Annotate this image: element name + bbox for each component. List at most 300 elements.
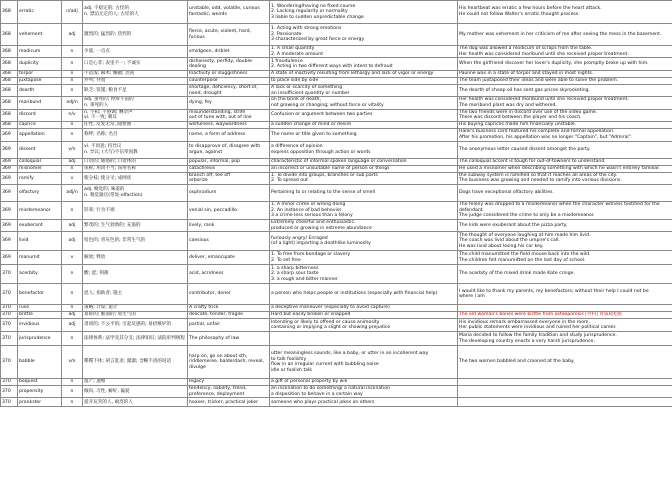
example-sentences-cell bbox=[458, 85, 672, 97]
chinese-meaning: 恩人; 捐助者; 施主 bbox=[84, 291, 123, 297]
part-of-speech-cell bbox=[62, 386, 83, 398]
word: livid bbox=[19, 238, 29, 244]
chinese-meaning: 并列; 并置 bbox=[84, 78, 106, 84]
row-number-cell bbox=[1, 184, 18, 201]
table-row bbox=[1, 312, 672, 319]
word: ruse bbox=[19, 305, 30, 311]
part-of-speech-cell bbox=[62, 109, 83, 121]
definition-cell bbox=[270, 232, 458, 251]
word-cell bbox=[18, 346, 62, 379]
example-sentences-cell bbox=[458, 165, 672, 172]
definition: 1. a sharp bitterness 2. a sharp sour taste 3. a rough and bitter manner bbox=[271, 265, 338, 282]
synonyms-cell bbox=[188, 85, 270, 97]
table-row bbox=[1, 265, 672, 284]
definition-cell bbox=[270, 172, 458, 184]
row-number: 368 bbox=[2, 121, 11, 127]
chinese-meaning-cell bbox=[83, 78, 188, 85]
chinese-meaning: 铅色的; 青灰色的; 非常生气的 bbox=[84, 238, 146, 244]
chinese-meaning-cell bbox=[83, 332, 188, 346]
chinese-meaning-cell bbox=[83, 46, 188, 58]
chinese-meaning-cell bbox=[83, 312, 188, 319]
word-cell bbox=[18, 85, 62, 97]
synonyms-cell bbox=[188, 109, 270, 121]
word-cell bbox=[18, 1, 62, 24]
part-of-speech: n bbox=[70, 131, 74, 137]
definition: The name or title given to something bbox=[271, 131, 357, 137]
synonyms: fierce, acute, violent, hard, furious bbox=[189, 28, 252, 40]
chinese-meaning: 倾向, 习性, 癖好, 偏爱 bbox=[84, 388, 130, 394]
definition: to place side by side bbox=[271, 78, 319, 84]
word-cell bbox=[18, 71, 62, 78]
row-number: 370 bbox=[2, 271, 11, 277]
synonyms: catachresis bbox=[189, 165, 216, 171]
synonyms-cell bbox=[188, 332, 270, 346]
chinese-meaning: 轻罪; 行为不端 bbox=[84, 207, 115, 213]
word: discord bbox=[19, 112, 36, 118]
synonyms: partial, unfair bbox=[189, 322, 221, 328]
word-cell bbox=[18, 172, 62, 184]
table-row bbox=[1, 305, 672, 312]
chinese-meaning: adj. 嗅觉的; 味道的 n. 嗅觉器官(常复-olfaction) bbox=[84, 187, 143, 198]
chinese-meaning-cell bbox=[83, 109, 188, 121]
example-sentences-cell bbox=[458, 219, 672, 231]
chinese-meaning: n. 不和; 不协调; 嘈杂声 vi. 不一致; 刺耳 bbox=[84, 109, 133, 121]
word-cell bbox=[18, 251, 62, 265]
example-sentences-cell bbox=[458, 97, 672, 109]
definition-cell bbox=[270, 265, 458, 284]
word-cell bbox=[18, 232, 62, 251]
example-sentences-cell bbox=[458, 265, 672, 284]
row-number: 369 bbox=[2, 158, 11, 164]
part-of-speech: n bbox=[70, 61, 74, 67]
definition-cell bbox=[270, 398, 458, 407]
definition-cell bbox=[270, 219, 458, 231]
chinese-meaning-cell bbox=[83, 251, 188, 265]
synonyms-cell bbox=[188, 305, 270, 312]
table-row bbox=[1, 109, 672, 121]
row-number: 369 bbox=[2, 190, 11, 196]
part-of-speech-cell bbox=[62, 1, 83, 24]
definition: 1. A small quantity 2. A moderate amount bbox=[271, 46, 323, 57]
table-row bbox=[1, 1, 672, 24]
example-sentences: Dogs have exceptional olfactory abilities. bbox=[459, 190, 554, 196]
definition: 1 fraudulence 2. Acting in two different ways with intent to defraud bbox=[271, 58, 393, 70]
example-sentences-cell bbox=[458, 78, 672, 85]
part-of-speech: n bbox=[70, 379, 74, 385]
row-number-cell bbox=[1, 379, 18, 386]
part-of-speech: v/n bbox=[68, 359, 76, 365]
chinese-meaning: 激烈的; 猛烈的; 热烈的 bbox=[84, 31, 132, 37]
example-sentences-cell bbox=[458, 109, 672, 121]
definition-cell bbox=[270, 379, 458, 386]
example-sentences-cell bbox=[458, 71, 672, 78]
table-row bbox=[1, 386, 672, 398]
word-cell bbox=[18, 305, 62, 312]
chinese-meaning-cell bbox=[83, 265, 188, 284]
word-cell bbox=[18, 265, 62, 284]
synonyms-cell bbox=[188, 24, 270, 46]
definition: a person who helps people or institutions (especially with financial help) bbox=[271, 291, 438, 297]
chinese-meaning: 法律体系; 法学及其分支; 法律知识; 法院审判规程 bbox=[84, 335, 185, 341]
word: modicum bbox=[19, 48, 41, 54]
part-of-speech: adj/n bbox=[66, 100, 78, 106]
chinese-meaning: 任性, 反复无常, 随想曲 bbox=[84, 121, 132, 127]
word-cell bbox=[18, 158, 62, 165]
word: caprice bbox=[19, 121, 36, 127]
part-of-speech: n bbox=[70, 291, 74, 297]
table-row bbox=[1, 172, 672, 184]
synonyms: shortage, deficiency, short of, need, drought bbox=[189, 85, 258, 96]
word-cell bbox=[18, 109, 62, 121]
example-sentences: He used a misnomer when describing something with which he wasn't entirely familiar. bbox=[459, 165, 661, 171]
table-row bbox=[1, 128, 672, 141]
row-number-cell bbox=[1, 24, 18, 46]
example-sentences-cell bbox=[458, 201, 672, 219]
chinese-meaning-cell bbox=[83, 386, 188, 398]
part-of-speech-cell bbox=[62, 284, 83, 305]
row-number: 370 bbox=[2, 291, 11, 297]
table-row bbox=[1, 97, 672, 109]
table-row bbox=[1, 284, 672, 305]
word: dearth bbox=[19, 87, 35, 93]
row-number: 368 bbox=[2, 48, 11, 54]
chinese-meaning: adj. 不稳定的; 古怪的 n. 漂泊无定的人; 古怪的人 bbox=[84, 6, 139, 17]
chinese-meaning: 策略; 计谋; 诡计 bbox=[84, 305, 118, 311]
word: invidious bbox=[19, 322, 40, 328]
part-of-speech: n bbox=[70, 78, 74, 84]
definition: a deceptive maneuver (especially to avoid capture) bbox=[271, 305, 390, 311]
row-number-cell bbox=[1, 332, 18, 346]
row-number: 369 bbox=[2, 222, 11, 228]
word-cell bbox=[18, 312, 62, 319]
row-number: 369 bbox=[2, 238, 11, 244]
table-row bbox=[1, 58, 672, 71]
definition-cell bbox=[270, 251, 458, 265]
word: jurisprudence bbox=[19, 335, 51, 341]
example-sentences-cell bbox=[458, 24, 672, 46]
part-of-speech: adj bbox=[68, 158, 76, 164]
definition-cell bbox=[270, 58, 458, 71]
synonyms: hoaxer, tricker, practical joker bbox=[189, 399, 258, 405]
chinese-meaning-cell bbox=[83, 24, 188, 46]
part-of-speech: adj/n bbox=[66, 190, 78, 196]
part-of-speech-cell bbox=[62, 97, 83, 109]
synonyms-cell bbox=[188, 158, 270, 165]
row-number-cell bbox=[1, 305, 18, 312]
chinese-meaning-cell bbox=[83, 141, 188, 158]
chinese-meaning: 易碎的; 脆弱的; 易生气的 bbox=[84, 312, 136, 318]
chinese-meaning: 繁茂的; 生气勃勃的; 充溢的 bbox=[84, 222, 141, 228]
example-sentences-cell bbox=[458, 305, 672, 312]
word: appellation bbox=[19, 131, 45, 137]
definition-cell bbox=[270, 97, 458, 109]
synonyms: A crafty trick bbox=[189, 305, 219, 311]
row-number: 368 bbox=[2, 87, 11, 93]
part-of-speech-cell bbox=[62, 219, 83, 231]
table-row bbox=[1, 398, 672, 407]
synonyms: to disapprove of, disagree with argue, against bbox=[189, 144, 261, 155]
synonyms-cell bbox=[188, 201, 270, 219]
synonyms-cell bbox=[188, 219, 270, 231]
row-number: 369 bbox=[2, 165, 11, 171]
definition: Intending or likely to offend or cause animosity containing or implying a slight or showing prejudice bbox=[271, 319, 391, 331]
word: colloquial bbox=[19, 158, 41, 164]
chinese-meaning: 缺乏; 饥馑; 粮食不足 bbox=[84, 87, 127, 93]
part-of-speech: n bbox=[70, 335, 74, 341]
table-row bbox=[1, 201, 672, 219]
row-number-cell bbox=[1, 109, 18, 121]
example-sentences-cell bbox=[458, 398, 672, 407]
definition-cell bbox=[270, 184, 458, 201]
synonyms-cell bbox=[188, 184, 270, 201]
part-of-speech: n bbox=[70, 271, 74, 277]
synonyms-cell bbox=[188, 71, 270, 78]
row-number-cell bbox=[1, 158, 18, 165]
word-cell bbox=[18, 128, 62, 141]
row-number-cell bbox=[1, 85, 18, 97]
word: propensity bbox=[19, 388, 44, 394]
synonyms: legacy bbox=[189, 379, 205, 385]
example-sentences: The thought of everyone laughing at him made him livid. The coach was livid about the umpire's call. He was livid about losing his car key. bbox=[459, 232, 591, 249]
example-sentences-cell bbox=[458, 232, 672, 251]
part-of-speech: n/adj bbox=[66, 9, 78, 15]
row-number-cell bbox=[1, 386, 18, 398]
row-number-cell bbox=[1, 172, 18, 184]
word-cell bbox=[18, 398, 62, 407]
word-cell bbox=[18, 332, 62, 346]
word-cell bbox=[18, 379, 62, 386]
part-of-speech-cell bbox=[62, 172, 83, 184]
example-sentences: His buying caprices made him financially unstable. bbox=[459, 121, 577, 127]
word-cell bbox=[18, 319, 62, 332]
word-cell bbox=[18, 201, 62, 219]
word: duplicity bbox=[19, 61, 39, 67]
row-number: 370 bbox=[2, 322, 11, 328]
example-sentences: When the girlfriend discover her lover's duplicity, she promptly broke up with him. bbox=[459, 61, 649, 67]
definition-cell bbox=[270, 46, 458, 58]
synonyms: deliver, emancipate bbox=[189, 254, 235, 260]
chinese-meaning: 口是心非; 表里不一; 不诚实 bbox=[84, 61, 141, 67]
synonyms: branch off, tee off arborize bbox=[189, 172, 231, 184]
example-sentences: The old woman's bones were brittle from osteoporosis [外科] 骨质疏松症 bbox=[459, 312, 623, 318]
part-of-speech-cell bbox=[62, 85, 83, 97]
definition-cell bbox=[270, 305, 458, 312]
synonyms: contributor, doner bbox=[189, 291, 231, 297]
chinese-meaning: 酸; 涩; 刻薄 bbox=[84, 271, 109, 277]
word: benefactor bbox=[19, 291, 44, 297]
synonyms-cell bbox=[188, 172, 270, 184]
example-sentences-cell bbox=[458, 184, 672, 201]
chinese-meaning: 喋喋不休; 胡言乱语; 潺潺; 含糊不清的说话 bbox=[84, 359, 172, 365]
synonyms-cell bbox=[188, 141, 270, 158]
word-cell bbox=[18, 97, 62, 109]
part-of-speech-cell bbox=[62, 346, 83, 379]
part-of-speech-cell bbox=[62, 398, 83, 407]
definition-cell bbox=[270, 332, 458, 346]
word: prankster bbox=[19, 399, 42, 405]
example-sentences: His invidious remark embarrassed everyone in the room. Her public statements were invidious and ruined her political career. bbox=[459, 319, 617, 331]
word-cell bbox=[18, 141, 62, 158]
example-sentences-cell bbox=[458, 158, 672, 165]
example-sentences: The kids were exuberant about the pizza party. bbox=[459, 222, 568, 228]
row-number-cell bbox=[1, 284, 18, 305]
row-number-cell bbox=[1, 121, 18, 128]
chinese-meaning: 称呼; 名称; 名目 bbox=[84, 131, 118, 137]
chinese-meaning: 解放; 释放 bbox=[84, 254, 106, 260]
example-sentences-cell bbox=[458, 284, 672, 305]
synonyms: unstable, odd, volatile, curious fantastic, weirds bbox=[189, 6, 260, 17]
example-sentences-cell bbox=[458, 386, 672, 398]
synonyms: lively, rank bbox=[189, 222, 215, 228]
synonyms-cell bbox=[188, 312, 270, 319]
definition: on the brink of death, not growing or changing; without force or vitality bbox=[271, 97, 384, 108]
example-sentences: The two women babbled and crooned at the baby. bbox=[459, 359, 575, 365]
word-cell bbox=[18, 284, 62, 305]
row-number-cell bbox=[1, 319, 18, 332]
row-number-cell bbox=[1, 265, 18, 284]
word-cell bbox=[18, 219, 62, 231]
row-number-cell bbox=[1, 1, 18, 24]
row-number-cell bbox=[1, 312, 18, 319]
example-sentences-cell bbox=[458, 172, 672, 184]
example-sentences: The dearth of cheap oil has sent gas prices skyrocketing. bbox=[459, 87, 591, 93]
part-of-speech-cell bbox=[62, 121, 83, 128]
word: bequest bbox=[19, 379, 38, 385]
synonyms: Inactivity or sluggishness bbox=[189, 71, 248, 77]
chinese-meaning-cell bbox=[83, 58, 188, 71]
synonyms: popular, informal, pop bbox=[189, 158, 241, 164]
word: erratic bbox=[19, 9, 34, 15]
part-of-speech-cell bbox=[62, 251, 83, 265]
word-cell bbox=[18, 165, 62, 172]
synonyms: misunderstanding, strife out of tune with, out of line bbox=[189, 109, 252, 121]
part-of-speech: n bbox=[70, 71, 74, 77]
row-number: 370 bbox=[2, 399, 11, 405]
table-row bbox=[1, 379, 672, 386]
part-of-speech: adj bbox=[68, 322, 76, 328]
example-sentences: I would like to thank my parents, my benefactors; without their help I could not be where I am bbox=[459, 288, 649, 300]
example-sentences: Her health was considered moribund until she received proper treatment. The moribund plant was dry and withered. bbox=[459, 97, 629, 108]
example-sentences: The felony was dropped to a misdemeanor when the character witness testified for the defendant. The judge considered the crime to only be a misdemeanor. bbox=[459, 202, 660, 219]
chinese-meaning-cell bbox=[83, 346, 188, 379]
definition: an inclination to do something/ a natural inclination a disposition to behave in a certain way bbox=[271, 386, 390, 397]
chinese-meaning-cell bbox=[83, 172, 188, 184]
row-number-cell bbox=[1, 128, 18, 141]
table-row bbox=[1, 141, 672, 158]
synonyms: tendency, liability, trend, preference, deployment bbox=[189, 386, 247, 397]
table-row bbox=[1, 71, 672, 78]
word: juxtapose bbox=[19, 78, 42, 84]
example-sentences-cell bbox=[458, 1, 672, 24]
row-number: 369 bbox=[2, 146, 11, 152]
word: brittle bbox=[19, 312, 33, 318]
part-of-speech: v bbox=[70, 175, 74, 181]
chinese-meaning: adj. 垂死的; 停滞不前的 n. 垂死的人 bbox=[84, 97, 134, 108]
definition: a gift of personal property by will bbox=[271, 379, 348, 385]
synonyms-cell bbox=[188, 319, 270, 332]
table-row bbox=[1, 251, 672, 265]
part-of-speech: adj bbox=[68, 312, 76, 318]
chinese-meaning-cell bbox=[83, 1, 188, 24]
part-of-speech: n bbox=[70, 388, 74, 394]
word-cell bbox=[18, 121, 62, 128]
chinese-meaning-cell bbox=[83, 128, 188, 141]
example-sentences-cell bbox=[458, 58, 672, 71]
part-of-speech-cell bbox=[62, 201, 83, 219]
example-sentences-cell bbox=[458, 46, 672, 58]
row-number-cell bbox=[1, 141, 18, 158]
synonyms: acid, acridness bbox=[189, 271, 224, 277]
definition: utter meaningless sounds, like a baby, or utter in an incoherent way to talk foolishly flow in an irregular current with bubbling noise idle or foolish talk bbox=[271, 350, 429, 373]
row-number: 368 bbox=[2, 9, 11, 15]
chinese-meaning: 不活泼; 麻木; 懒散; 迟钝 bbox=[84, 71, 135, 77]
table-row bbox=[1, 232, 672, 251]
table-row bbox=[1, 332, 672, 346]
definition-cell bbox=[270, 1, 458, 24]
row-number: 369 bbox=[2, 207, 11, 213]
definition-cell bbox=[270, 284, 458, 305]
chinese-meaning-cell bbox=[83, 97, 188, 109]
part-of-speech: n bbox=[70, 165, 74, 171]
word-cell bbox=[18, 46, 62, 58]
part-of-speech-cell bbox=[62, 165, 83, 172]
part-of-speech-cell bbox=[62, 332, 83, 346]
chinese-meaning: vi. 不同意; 持异议 n. 异议; (大写)不信奉国教 bbox=[84, 144, 138, 155]
example-sentences-cell bbox=[458, 128, 672, 141]
part-of-speech-cell bbox=[62, 184, 83, 201]
chinese-meaning-cell bbox=[83, 232, 188, 251]
definition: Extremely cheerful and enthusiastic. produced or growing in extreme abundance bbox=[271, 219, 372, 231]
definition: A lack or scarcity of something an insufficient quantity or number bbox=[271, 85, 350, 96]
row-number: 369 bbox=[2, 131, 11, 137]
definition-cell bbox=[270, 128, 458, 141]
definition-cell bbox=[270, 109, 458, 121]
definition-cell bbox=[270, 71, 458, 78]
definition: someone who plays practical jokes on others bbox=[271, 399, 375, 405]
word: babble bbox=[19, 359, 35, 365]
example-sentences-cell bbox=[458, 141, 672, 158]
synonyms: caesious bbox=[189, 238, 209, 244]
word: misdemeanor bbox=[19, 207, 51, 213]
word: exuberant bbox=[19, 222, 43, 228]
table-row bbox=[1, 78, 672, 85]
example-sentences-cell bbox=[458, 319, 672, 332]
synonyms-cell bbox=[188, 58, 270, 71]
part-of-speech-cell bbox=[62, 78, 83, 85]
definition-cell bbox=[270, 78, 458, 85]
synonyms-cell bbox=[188, 46, 270, 58]
word-cell bbox=[18, 78, 62, 85]
word: acerbity bbox=[19, 271, 38, 277]
part-of-speech-cell bbox=[62, 141, 83, 158]
definition-cell bbox=[270, 319, 458, 332]
definition: 1. Acting with strong emotions 2. Passionate 3 characterized by great force or energy bbox=[271, 26, 365, 43]
row-number: 368 bbox=[2, 31, 11, 37]
word: vehement bbox=[19, 31, 43, 37]
chinese-meaning-cell bbox=[83, 398, 188, 407]
synonyms-cell bbox=[188, 128, 270, 141]
table-row bbox=[1, 158, 672, 165]
part-of-speech: n bbox=[70, 305, 74, 311]
example-sentences: The colloquial accent is tough for out-of-towners to understand. bbox=[459, 158, 606, 164]
part-of-speech: n bbox=[70, 399, 74, 405]
chinese-meaning-cell bbox=[83, 165, 188, 172]
word: manumit bbox=[19, 254, 40, 260]
synonyms: delicate, tender, fragile bbox=[189, 312, 243, 318]
row-number-cell bbox=[1, 201, 18, 219]
row-number-cell bbox=[1, 251, 18, 265]
table-row bbox=[1, 24, 672, 46]
